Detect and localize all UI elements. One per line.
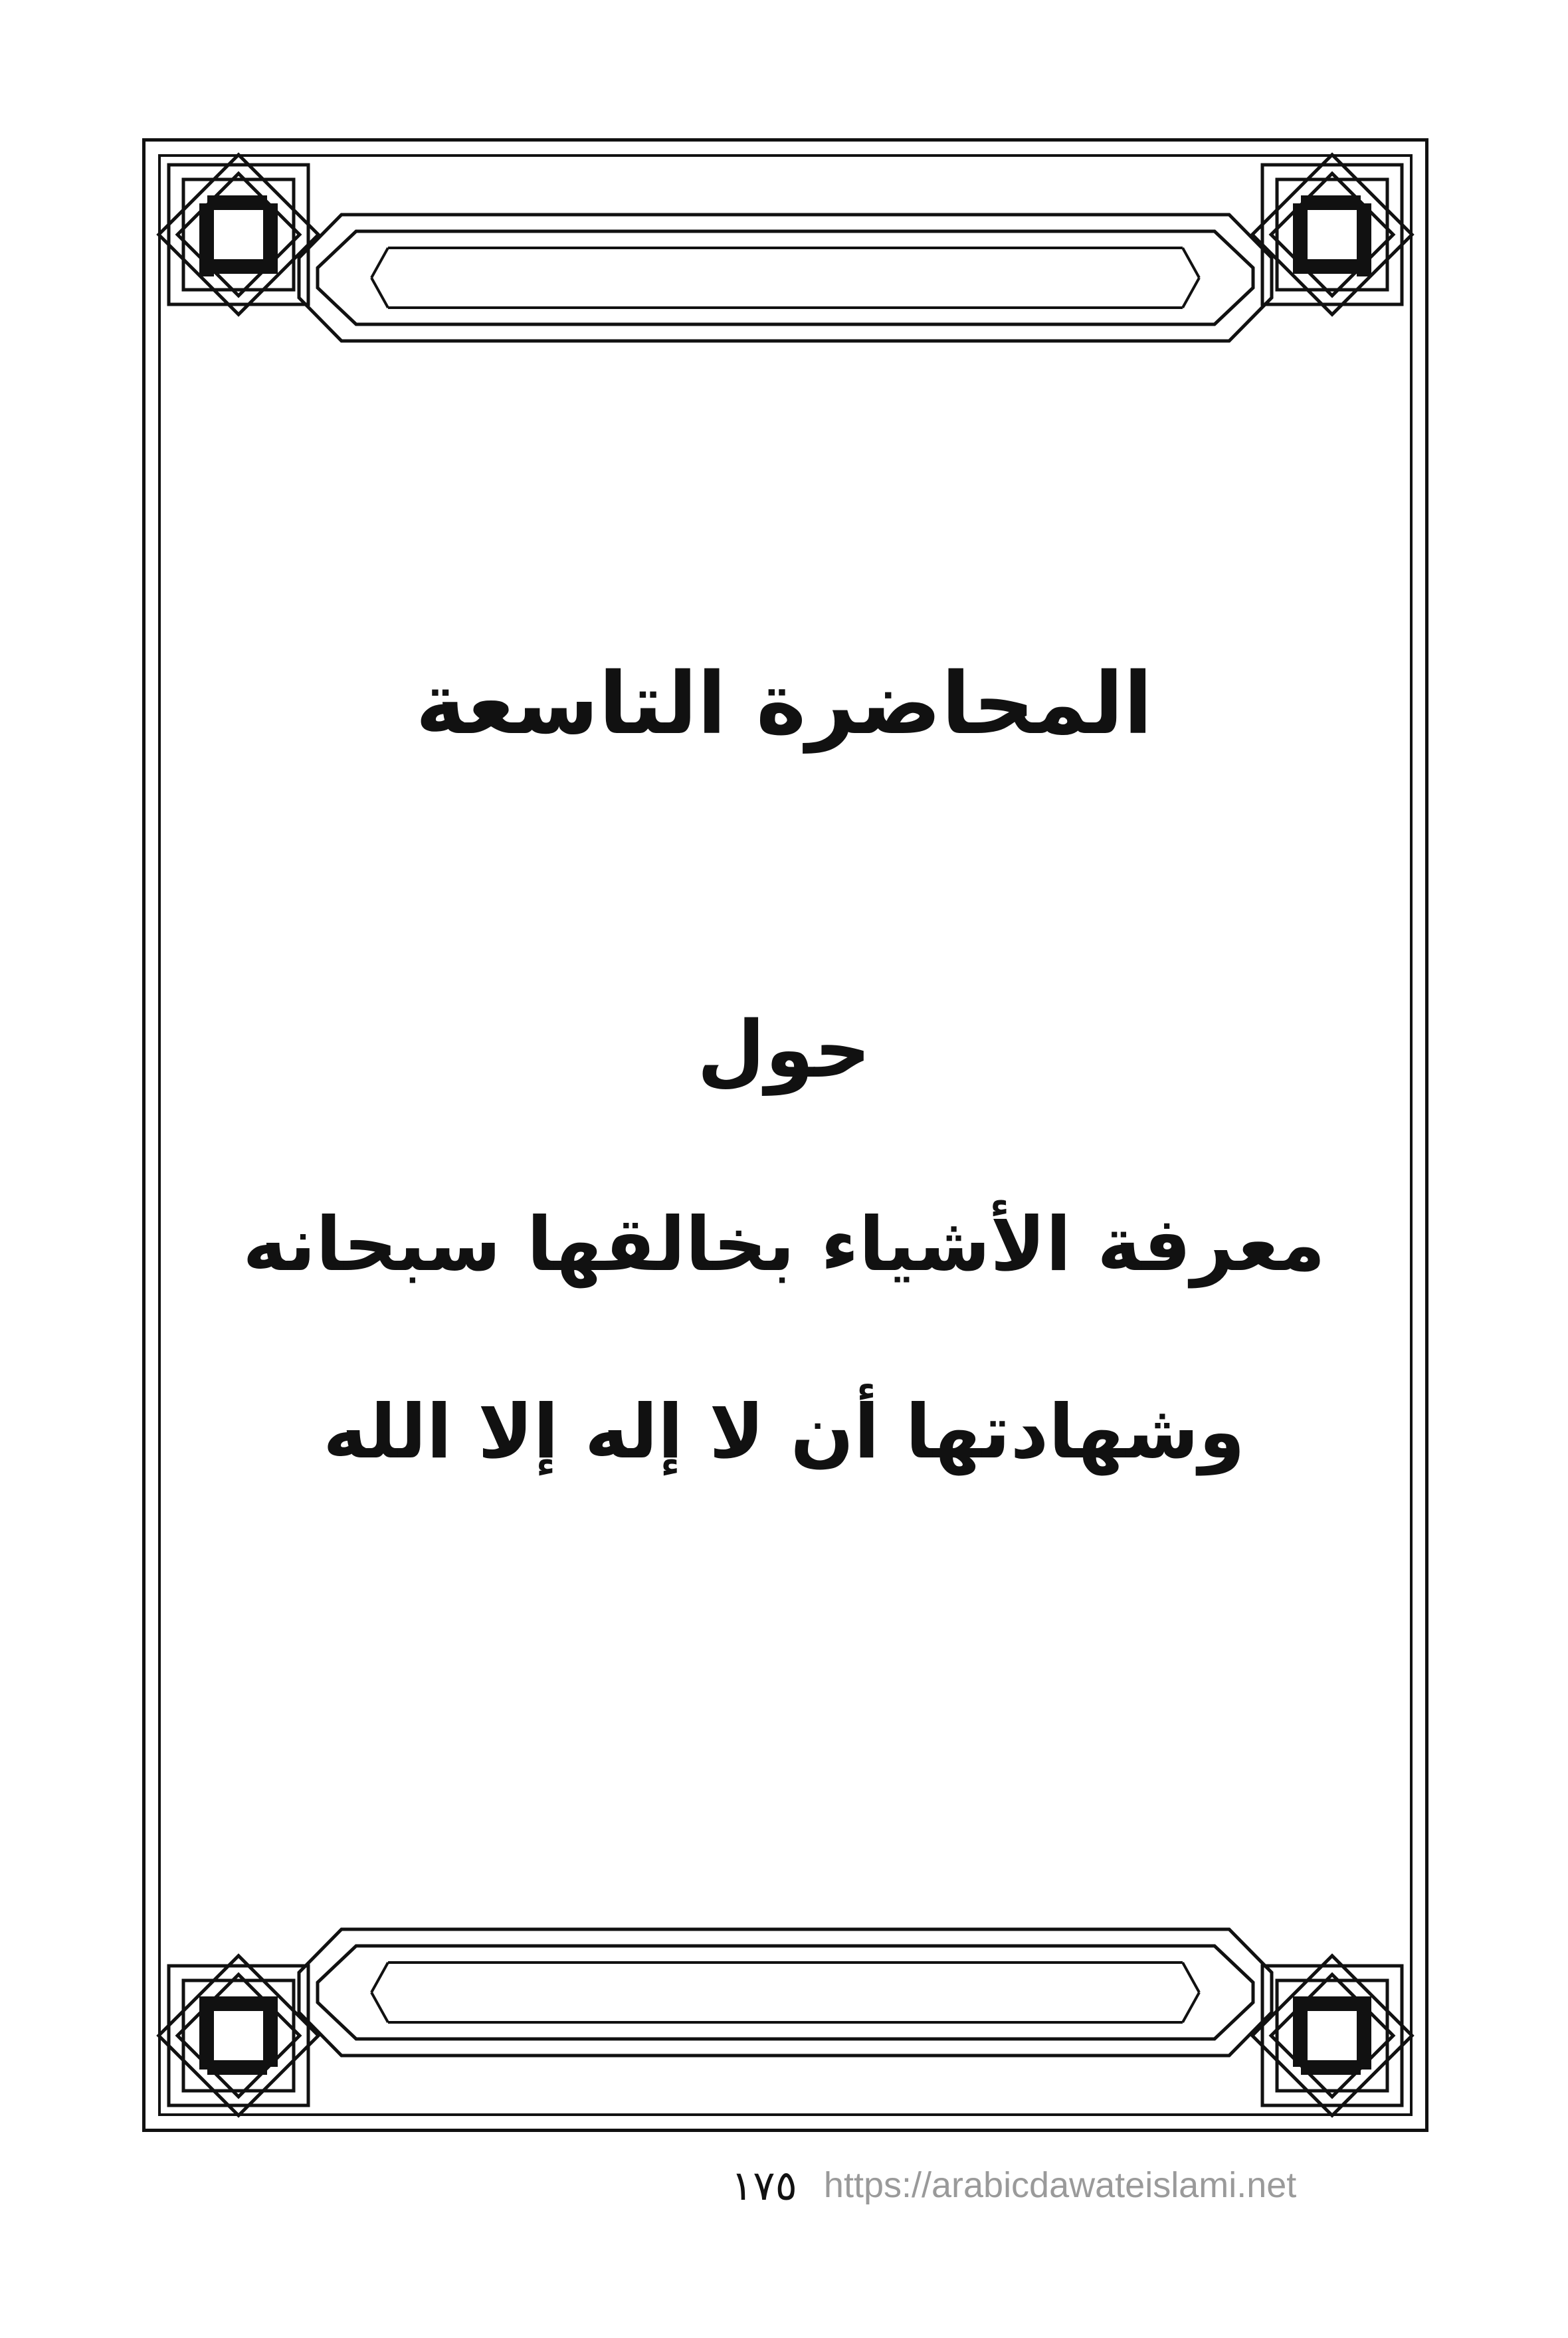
left-corner-knot-icon xyxy=(159,155,318,314)
lecture-about-label: حول xyxy=(697,1004,871,1095)
lecture-subtitle-line-2: وشهادتها أن لا إله إلا الله xyxy=(323,1389,1245,1475)
lecture-subtitle-line-1: معرفة الأشياء بخالقها سبحانه xyxy=(243,1202,1325,1288)
bottom-right-corner-knot-icon xyxy=(1252,1956,1412,2115)
page-border-inner xyxy=(158,154,1413,2116)
bottom-left-corner-knot-icon xyxy=(159,1956,318,2115)
footer-url-link[interactable]: https://arabicdawateislami.net xyxy=(823,2165,1297,2205)
right-corner-knot-icon xyxy=(1252,155,1412,314)
lecture-title: المحاضرة التاسعة xyxy=(415,655,1153,754)
bottom-border-ornament-icon xyxy=(142,1853,1428,2132)
page-number: ١٧٥ xyxy=(731,2161,797,2210)
page-footer xyxy=(731,2155,1395,2215)
top-border-ornament-icon xyxy=(142,138,1428,417)
